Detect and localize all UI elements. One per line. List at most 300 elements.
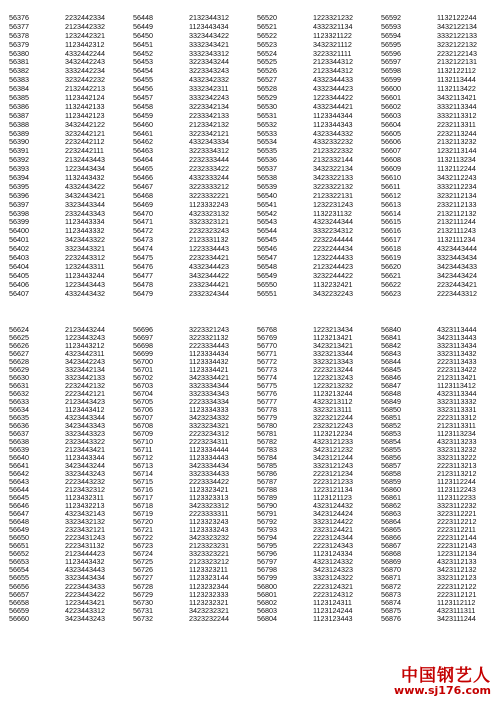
- row-code: 2223443312: [437, 288, 477, 298]
- row-code: 3332234312: [313, 226, 353, 236]
- row-number: 56618: [381, 244, 401, 254]
- row-code: 4323443444: [437, 244, 477, 254]
- row-number: 56458: [133, 101, 153, 111]
- row-code: 1132112244: [437, 164, 476, 174]
- row-code: 4323113344: [437, 389, 477, 399]
- row-number: 56633: [9, 397, 29, 407]
- row-code: 3323113434: [437, 341, 477, 351]
- row-number: 56533: [257, 128, 277, 138]
- row-code: 3232442121: [65, 128, 105, 138]
- table-row: [257, 290, 381, 299]
- row-code: 2232244444: [313, 235, 353, 245]
- row-number: 56654: [9, 565, 29, 575]
- row-number: 56592: [381, 13, 401, 22]
- row-number: 56867: [381, 541, 401, 551]
- row-number: 56387: [9, 110, 29, 120]
- row-code: 3432442122: [65, 119, 105, 129]
- row-number: 56786: [257, 469, 277, 479]
- row-number: 56392: [9, 155, 29, 165]
- row-code: 3323442134: [65, 365, 105, 375]
- row-code: 3423443322: [65, 235, 105, 245]
- row-number: 56866: [381, 533, 401, 543]
- row-number: 56705: [133, 397, 153, 407]
- row-number: 56614: [381, 208, 401, 218]
- row-number: 56479: [133, 288, 153, 298]
- row-code: 2232323243: [189, 226, 229, 236]
- row-code: 2123443421: [65, 445, 105, 455]
- row-code: 3423443433: [437, 261, 477, 271]
- row-number: 56635: [9, 413, 29, 423]
- row-code: 3432443421: [65, 190, 105, 200]
- row-code: 4332344433: [313, 75, 353, 85]
- row-number: 56785: [257, 461, 277, 471]
- row-code: 2232443312: [65, 253, 105, 263]
- row-code: 3323443243: [65, 469, 105, 479]
- row-number: 56775: [257, 381, 277, 391]
- row-number: 56851: [381, 413, 401, 423]
- row-code: 2223334334: [189, 397, 229, 407]
- row-code: 2123344312: [313, 66, 353, 76]
- row-code: 4323442311: [65, 349, 105, 359]
- row-number: 56795: [257, 541, 277, 551]
- row-number: 56701: [133, 365, 153, 375]
- row-code: 1123124334: [313, 549, 353, 559]
- row-number: 56474: [133, 244, 153, 254]
- row-number: 56657: [9, 589, 29, 599]
- row-code: 2123432312: [65, 485, 105, 495]
- table-block-2: [9, 326, 495, 623]
- row-code: 1132122244: [437, 13, 477, 22]
- row-number: 56619: [381, 253, 401, 263]
- table-row: [257, 615, 381, 623]
- row-number: 56383: [9, 75, 29, 85]
- row-number: 56858: [381, 469, 401, 479]
- row-code: 1123443412: [65, 405, 105, 415]
- row-number: 56402: [9, 244, 29, 254]
- row-code: 3223333212: [189, 181, 229, 191]
- row-number: 56453: [133, 57, 153, 67]
- row-number: 56544: [257, 226, 277, 236]
- table-column: [257, 14, 381, 299]
- row-number: 56876: [381, 613, 401, 623]
- row-number: 56863: [381, 509, 401, 519]
- row-code: 3423334434: [189, 461, 229, 471]
- row-code: 4323113233: [437, 437, 477, 447]
- row-code: 2223334443: [189, 341, 229, 351]
- row-number: 56640: [9, 453, 29, 463]
- row-code: 4223443312: [65, 605, 105, 615]
- row-number: 56703: [133, 381, 153, 391]
- row-code: 3423443343: [65, 421, 105, 431]
- row-number: 56532: [257, 119, 277, 129]
- row-code: 2132113232: [437, 137, 477, 147]
- row-code: 3423234332: [189, 413, 229, 423]
- row-number: 56620: [381, 261, 401, 271]
- row-code: 3323443344: [65, 199, 105, 209]
- row-number: 56531: [257, 110, 277, 120]
- row-code: 1123232344: [189, 581, 229, 591]
- row-code: 3323334343: [189, 389, 229, 399]
- row-code: 3323124322: [313, 573, 353, 583]
- row-code: 4323443344: [65, 413, 105, 423]
- row-number: 56596: [381, 48, 401, 58]
- row-number: 56630: [9, 373, 29, 383]
- row-code: 3223112221: [437, 509, 477, 519]
- watermark-title: 中国钢艺人: [401, 666, 491, 686]
- row-code: 2223124344: [313, 533, 353, 543]
- row-number: 56726: [133, 565, 153, 575]
- row-number: 56457: [133, 93, 153, 103]
- row-code: 4323111311: [437, 605, 476, 615]
- row-code: 2123444423: [65, 549, 105, 559]
- row-number: 56381: [9, 57, 29, 67]
- row-code: 2123113311: [437, 421, 476, 431]
- row-number: 56772: [257, 357, 277, 367]
- row-number: 56525: [257, 57, 277, 67]
- row-number: 56398: [9, 208, 29, 218]
- row-code: 2332112133: [437, 199, 477, 209]
- table-column: [257, 326, 381, 623]
- row-number: 56628: [9, 357, 29, 367]
- row-code: 1132443432: [65, 173, 105, 183]
- row-code: 3423112132: [437, 565, 477, 575]
- row-number: 56648: [9, 517, 29, 527]
- row-number: 56712: [133, 453, 153, 463]
- row-code: 1132122112: [437, 66, 476, 76]
- row-number: 56710: [133, 437, 153, 447]
- row-number: 56448: [133, 13, 153, 22]
- row-number: 56626: [9, 341, 29, 351]
- row-code: 3423334421: [189, 373, 229, 383]
- row-number: 56528: [257, 84, 277, 94]
- row-code: 2223112212: [437, 517, 477, 527]
- row-number: 56636: [9, 421, 29, 431]
- row-number: 56625: [9, 333, 29, 343]
- row-number: 56551: [257, 288, 277, 298]
- row-number: 56385: [9, 93, 29, 103]
- row-code: 2223443422: [65, 589, 105, 599]
- row-number: 56609: [381, 164, 401, 174]
- row-number: 56714: [133, 469, 153, 479]
- row-code: 3323443321: [65, 244, 105, 254]
- row-number: 56615: [381, 217, 401, 227]
- row-number: 56731: [133, 605, 153, 615]
- row-number: 56856: [381, 453, 401, 463]
- row-number: 56384: [9, 84, 29, 94]
- row-code: 3432344422: [189, 270, 229, 280]
- row-number: 56401: [9, 235, 29, 245]
- row-code: 2223121234: [313, 469, 353, 479]
- row-number: 56391: [9, 146, 29, 156]
- row-code: 3332442234: [65, 66, 105, 76]
- row-code: 2232333444: [189, 155, 229, 165]
- row-number: 56595: [381, 39, 401, 49]
- row-number: 56547: [257, 253, 277, 263]
- row-code: 2123323231: [189, 541, 229, 551]
- row-number: 56647: [9, 509, 29, 519]
- row-code: 3423323232: [189, 533, 229, 543]
- row-code: 1223443243: [65, 333, 105, 343]
- row-number: 56779: [257, 413, 277, 423]
- row-number: 56388: [9, 119, 29, 129]
- row-code: 1223443421: [65, 597, 105, 607]
- row-code: 2323212243: [313, 421, 353, 431]
- row-code: 3432321112: [313, 39, 352, 49]
- row-code: 4332443432: [65, 288, 105, 298]
- row-code: 3223334312: [189, 146, 229, 156]
- row-number: 56524: [257, 48, 277, 58]
- row-code: 3323213344: [313, 349, 353, 359]
- row-number: 56777: [257, 397, 277, 407]
- row-number: 56711: [133, 445, 153, 455]
- row-number: 56477: [133, 270, 153, 280]
- row-code: 2123322131: [313, 190, 353, 200]
- row-code: 3323443422: [189, 30, 229, 40]
- row-code: 2132442213: [65, 84, 105, 94]
- row-number: 56379: [9, 39, 29, 49]
- row-number: 56715: [133, 477, 153, 487]
- row-number: 56801: [257, 589, 277, 599]
- row-code: 1123123443: [313, 613, 353, 623]
- row-number: 56456: [133, 84, 153, 94]
- row-number: 56521: [257, 21, 277, 31]
- row-number: 56778: [257, 405, 277, 415]
- row-code: 4332344423: [189, 261, 229, 271]
- row-number: 56546: [257, 244, 277, 254]
- row-number: 56550: [257, 279, 277, 289]
- row-code: 3323432132: [65, 517, 105, 527]
- row-number: 56781: [257, 429, 277, 439]
- table-column: [133, 14, 257, 299]
- row-code: 1223213243: [313, 373, 353, 383]
- row-number: 56650: [9, 533, 29, 543]
- row-code: 1123112244: [437, 477, 476, 487]
- row-code: 1123213244: [313, 389, 353, 399]
- row-code: 3423213421: [313, 341, 353, 351]
- row-code: 3432442243: [65, 57, 105, 67]
- row-code: 1123334432: [189, 357, 229, 367]
- row-code: 4332442244: [65, 48, 105, 58]
- table-column: [133, 326, 257, 623]
- row-number: 56658: [9, 597, 29, 607]
- row-number: 56466: [133, 173, 153, 183]
- row-code: 1123121123: [313, 493, 352, 503]
- row-code: 3432232243: [313, 288, 353, 298]
- row-code: 2123443423: [65, 397, 105, 407]
- row-code: 1123212234: [313, 429, 353, 439]
- row-number: 56602: [381, 101, 401, 111]
- table-row: [9, 615, 133, 623]
- row-code: 1123323243: [189, 517, 229, 527]
- row-number: 56536: [257, 155, 277, 165]
- row-code: 2132112132: [437, 208, 477, 218]
- row-number: 56399: [9, 217, 29, 227]
- row-code: 3432113421: [437, 93, 477, 103]
- row-number: 56783: [257, 445, 277, 455]
- row-code: 1123344343: [313, 119, 353, 129]
- row-number: 56593: [381, 21, 401, 31]
- row-number: 56639: [9, 445, 29, 455]
- row-code: 3432122134: [437, 21, 477, 31]
- row-number: 56875: [381, 605, 401, 615]
- row-number: 56792: [257, 517, 277, 527]
- row-number: 56708: [133, 421, 153, 431]
- row-number: 56470: [133, 208, 153, 218]
- row-code: 2132111244: [437, 217, 476, 227]
- row-number: 56799: [257, 573, 277, 583]
- row-number: 56455: [133, 75, 153, 85]
- row-code: 3223342134: [189, 101, 229, 111]
- row-number: 56802: [257, 597, 277, 607]
- row-number: 56395: [9, 181, 29, 191]
- row-code: 1123443334: [65, 217, 105, 227]
- row-number: 56798: [257, 565, 277, 575]
- row-number: 56450: [133, 30, 153, 40]
- row-number: 56697: [133, 333, 153, 343]
- row-code: 2223112211: [437, 525, 476, 535]
- row-number: 56845: [381, 365, 401, 375]
- row-number: 56613: [381, 199, 401, 209]
- row-code: 3423111244: [437, 613, 476, 623]
- row-number: 56649: [9, 525, 29, 535]
- row-number: 56464: [133, 155, 153, 165]
- row-number: 56844: [381, 357, 401, 367]
- row-code: 3223342121: [189, 128, 229, 138]
- table-row: [133, 615, 257, 623]
- row-number: 56718: [133, 501, 153, 511]
- row-number: 56725: [133, 557, 153, 567]
- row-code: 3432322134: [313, 164, 353, 174]
- row-code: 1223344422: [313, 93, 353, 103]
- table-row: [9, 290, 133, 299]
- row-code: 2223213244: [313, 365, 353, 375]
- row-number: 56860: [381, 485, 401, 495]
- row-number: 56873: [381, 589, 401, 599]
- row-number: 56774: [257, 373, 277, 383]
- row-number: 56848: [381, 389, 401, 399]
- row-number: 56706: [133, 405, 153, 415]
- row-number: 56790: [257, 501, 277, 511]
- row-code: 1123323313: [189, 493, 229, 503]
- row-code: 3423124323: [313, 565, 353, 575]
- row-number: 56656: [9, 581, 29, 591]
- row-number: 56729: [133, 589, 153, 599]
- row-code: 3223343244: [189, 57, 229, 67]
- row-number: 56784: [257, 453, 277, 463]
- row-code: 2223112121: [437, 589, 477, 599]
- row-number: 56699: [133, 349, 153, 359]
- row-number: 56850: [381, 405, 401, 415]
- row-code: 3323121243: [313, 461, 353, 471]
- row-code: 4332332232: [313, 137, 353, 147]
- row-number: 56594: [381, 30, 401, 40]
- row-code: 3423443424: [437, 270, 477, 280]
- row-code: 1123443212: [65, 341, 105, 351]
- row-code: 1223121134: [313, 485, 353, 495]
- row-code: 1132113444: [437, 75, 476, 85]
- row-code: 2223113433: [437, 357, 477, 367]
- row-number: 56721: [133, 525, 153, 535]
- row-number: 56611: [381, 181, 401, 191]
- row-number: 56780: [257, 421, 277, 431]
- row-number: 56537: [257, 164, 277, 174]
- row-code: 4323432143: [65, 509, 105, 519]
- row-code: 2123331132: [189, 235, 229, 245]
- table-row: [381, 615, 497, 623]
- row-number: 56700: [133, 357, 153, 367]
- row-number: 56469: [133, 199, 153, 209]
- table-column: [9, 326, 133, 623]
- row-code: 2123344312: [313, 57, 353, 67]
- row-number: 56791: [257, 509, 277, 519]
- row-code: 3323213343: [313, 357, 353, 367]
- row-number: 56655: [9, 573, 29, 583]
- row-code: 1123443432: [65, 557, 105, 567]
- row-number: 56465: [133, 164, 153, 174]
- row-number: 56646: [9, 501, 29, 511]
- row-number: 56776: [257, 389, 277, 399]
- table-block-1: [9, 14, 495, 299]
- row-code: 4323124332: [313, 557, 353, 567]
- row-number: 56526: [257, 66, 277, 76]
- watermark-logo: [394, 667, 491, 697]
- row-code: 1132231132: [313, 208, 352, 218]
- row-number: 56617: [381, 235, 401, 245]
- row-code: 1123443332: [65, 226, 105, 236]
- row-number: 56608: [381, 155, 401, 165]
- row-number: 56377: [9, 21, 29, 31]
- row-code: 1132442133: [65, 101, 105, 111]
- row-number: 56855: [381, 445, 401, 455]
- row-code: 4323112133: [437, 557, 477, 567]
- row-number: 56407: [9, 288, 29, 298]
- row-code: 1232442321: [65, 30, 105, 40]
- row-code: 1123443434: [189, 21, 229, 31]
- table-column: [9, 14, 133, 299]
- row-code: 2223431243: [65, 533, 105, 543]
- row-code: 2123113212: [437, 469, 477, 479]
- row-number: 56782: [257, 437, 277, 447]
- row-code: 1232231243: [313, 199, 353, 209]
- table-column: [381, 326, 497, 623]
- row-code: 2232244434: [313, 244, 353, 254]
- row-code: 4323244344: [313, 217, 353, 227]
- row-number: 56463: [133, 146, 153, 156]
- row-code: 1223321232: [313, 13, 353, 22]
- table-column: [381, 14, 497, 299]
- row-code: 3323113332: [437, 397, 477, 407]
- row-number: 56462: [133, 137, 153, 147]
- row-number: 56631: [9, 381, 29, 391]
- row-number: 56857: [381, 461, 401, 471]
- row-code: 3323124422: [313, 517, 353, 527]
- row-number: 56717: [133, 493, 153, 503]
- row-code: 4323124432: [313, 501, 353, 511]
- row-number: 56707: [133, 413, 153, 423]
- row-number: 56472: [133, 226, 153, 236]
- row-code: 1223112134: [437, 549, 477, 559]
- row-number: 56864: [381, 517, 401, 527]
- row-number: 56702: [133, 373, 153, 383]
- row-code: 3323334433: [189, 469, 229, 479]
- row-code: 3423323312: [189, 501, 229, 511]
- row-number: 56713: [133, 461, 153, 471]
- row-code: 3423322133: [313, 173, 353, 183]
- row-code: 1123432311: [65, 493, 104, 503]
- row-number: 56632: [9, 389, 29, 399]
- row-code: 1123333243: [189, 525, 229, 535]
- row-code: 2232442111: [65, 146, 104, 156]
